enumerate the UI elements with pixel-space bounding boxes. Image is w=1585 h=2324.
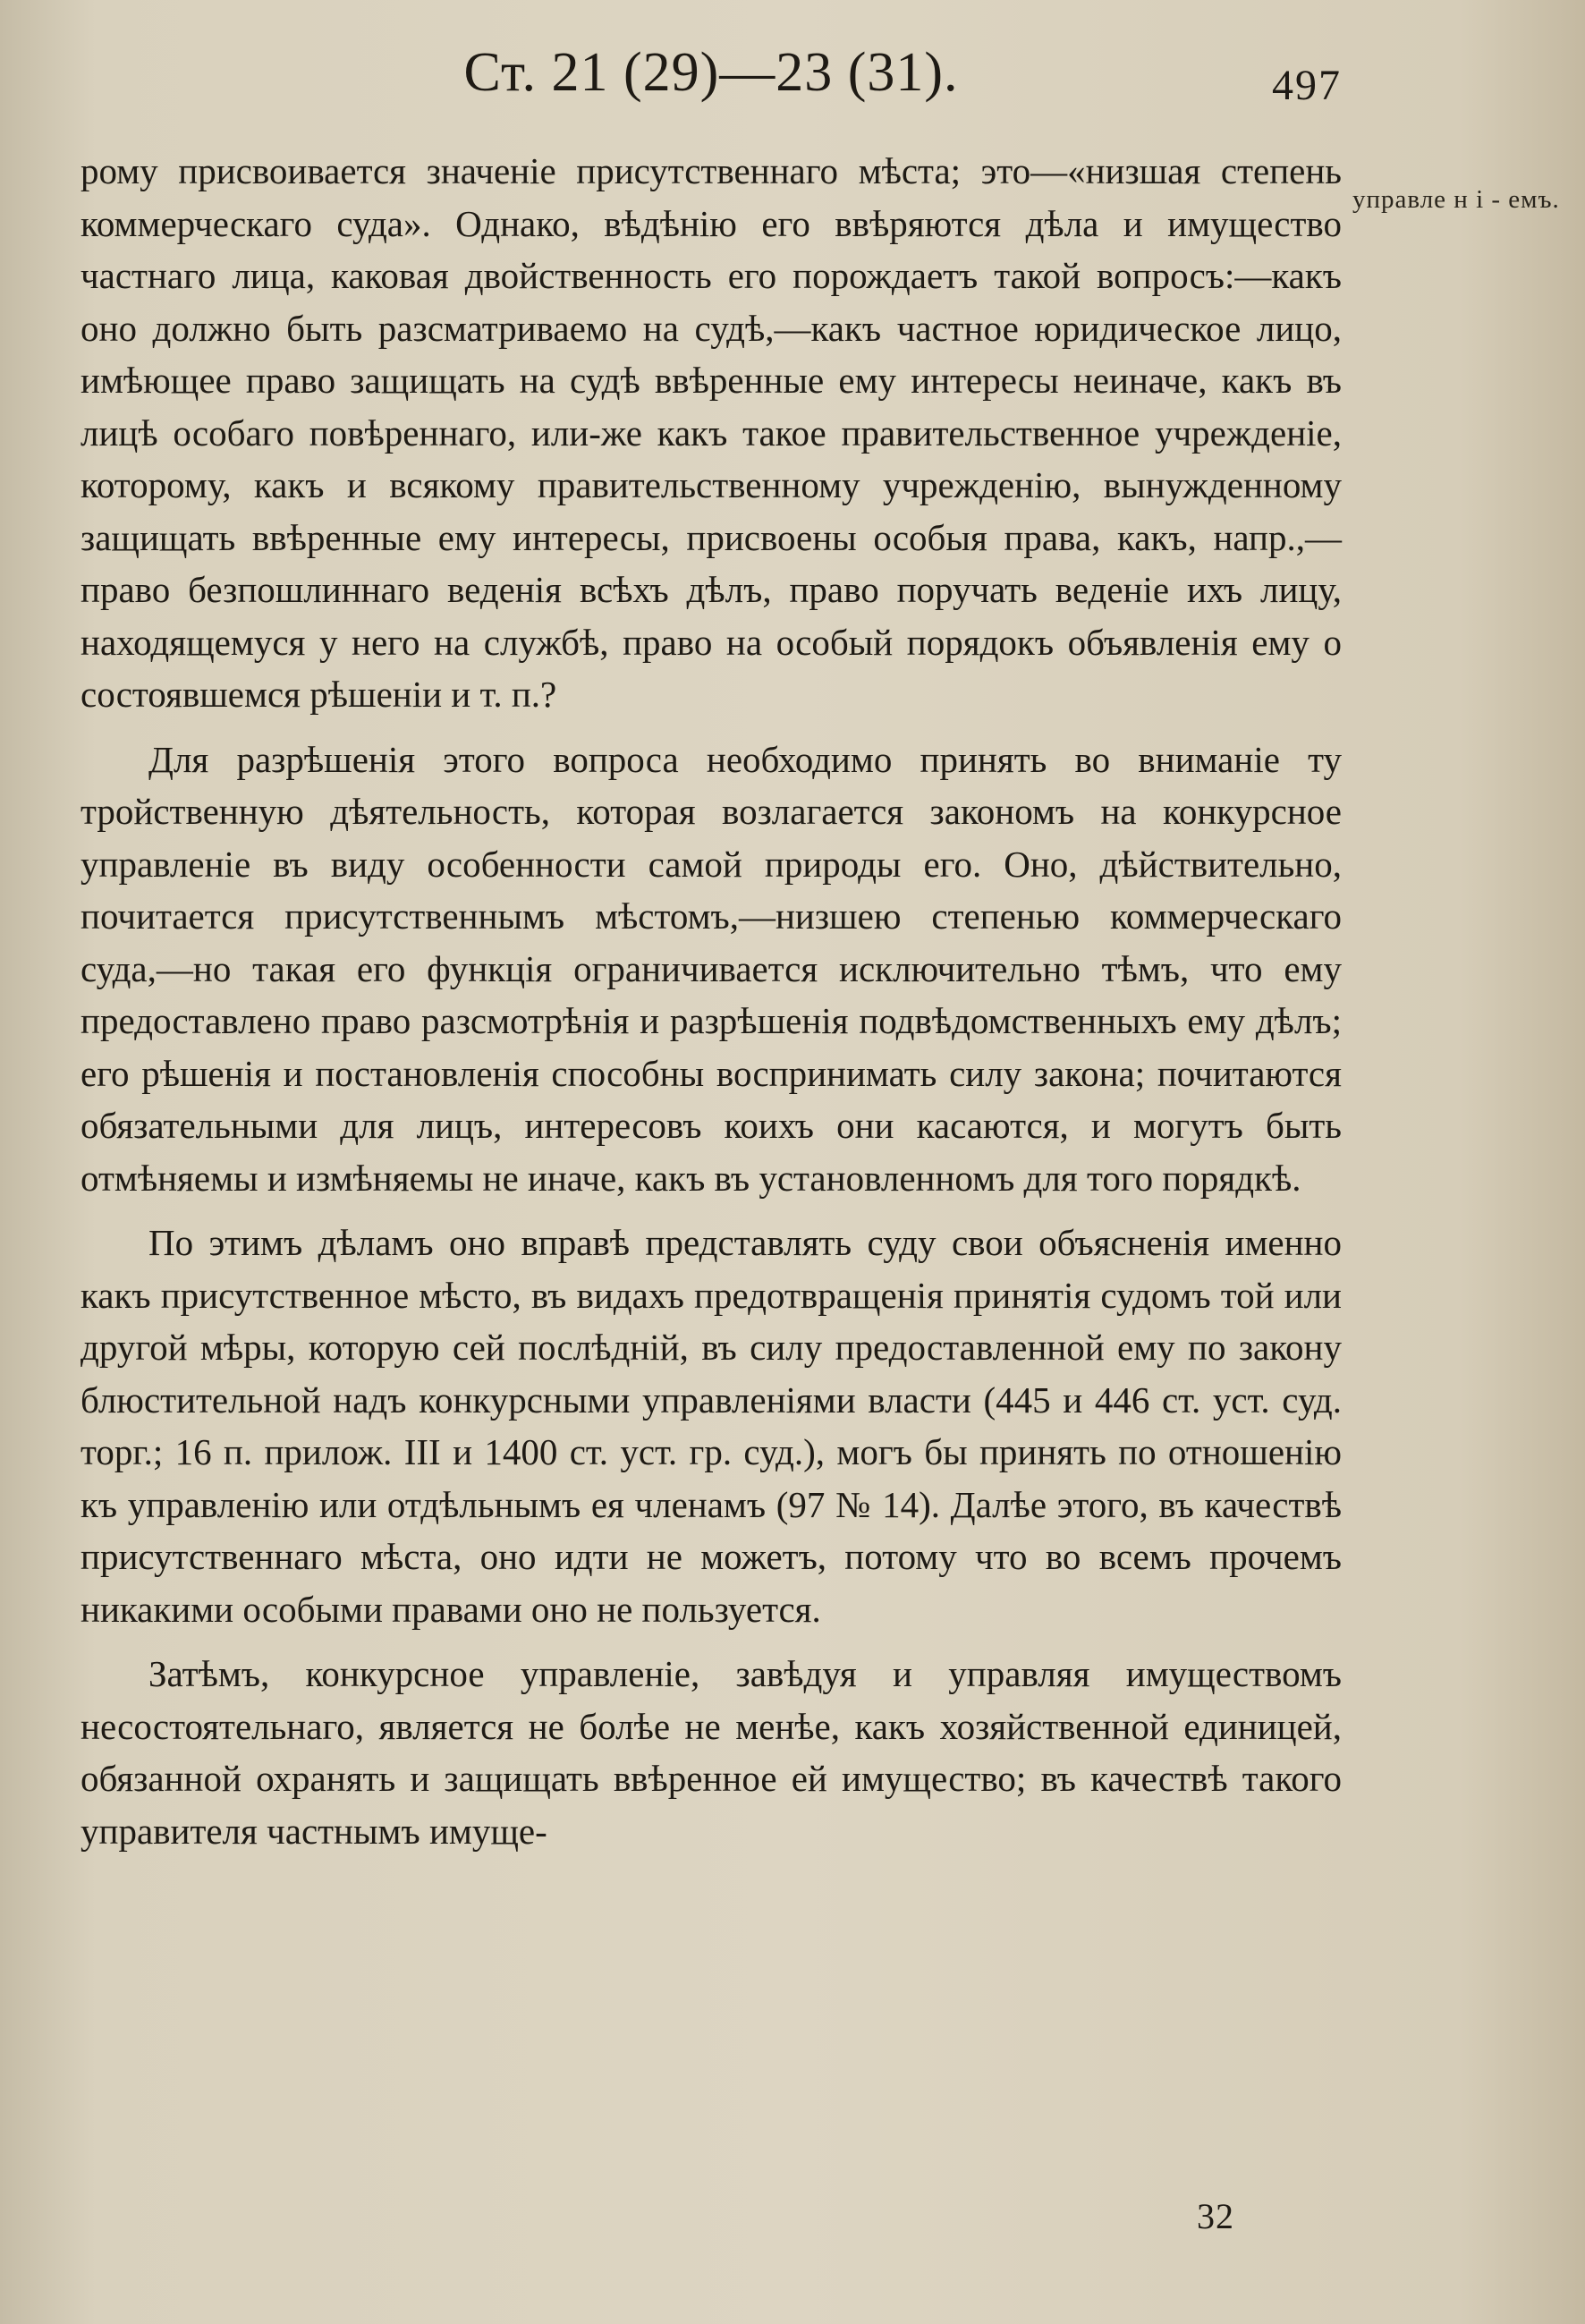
running-title: Ст. 21 (29)—23 (31).: [463, 42, 959, 103]
page-header: [81, 41, 1342, 113]
paragraph-4: Затѣмъ, конкурсное управленіе, завѣдуя и управляя имуществомъ несостоятельнаго, является не болѣе не менѣе, какъ хозяйственной единицей, обязанной охранять и защищать ввѣренное ей имущество; въ качествѣ такого управителя частнымъ имуще-: [81, 1653, 1342, 1852]
page-number: 497: [1272, 62, 1342, 109]
margin-note: управле н і - емъ.: [1352, 185, 1560, 214]
paragraph-3: По этимъ дѣламъ оно вправѣ представлять суду свои объясненія именно какъ присутственное мѣсто, въ видахъ предотвращенія принятія судомъ той или другой мѣры, которую сей послѣдній, въ силу предоставленной ему по закону блюстительной надъ конкурсными управленіями власти (445 и 446 ст. уст. суд. торг.; 16 п. прилож. III и 1400 ст. уст. гр. суд.), могъ бы принять по отношенію къ управленію или отдѣльнымъ ея членамъ (97 № 14). Далѣе этого, въ качествѣ присутственнаго мѣста, оно идти не можетъ, потому что во всемъ прочемъ никакими особыми правами оно не пользуется.: [81, 1222, 1342, 1630]
paragraph-2: Для разрѣшенія этого вопроса необходимо принять во вниманіе ту тройственную дѣятельность, которая возлагается закономъ на конкурсное управленіе въ виду особенности самой природы его. Оно, дѣйствительно, почитается присутственнымъ мѣстомъ,—низшею степенью коммерческаго суда,—но такая его функція ограничивается исключительно тѣмъ, что ему предоставлено право разсмотрѣнія и разрѣшенія подвѣдомственныхъ ему дѣлъ; его рѣшенія и постановленія способны воспринимать силу закона; почитаются обязательными для лицъ, интересовъ коихъ они касаются, и могутъ быть отмѣняемы и измѣняемы не иначе, какъ въ установленномъ для того порядкѣ.: [81, 738, 1342, 1199]
body-text: [81, 145, 1342, 1870]
signature-mark: 32: [1197, 2196, 1234, 2236]
paragraph-1: рому присвоивается значеніе присутственнаго мѣста; это—«низшая степень коммерческаго суда». Однако, вѣдѣнію его ввѣряются дѣла и имущество частнаго лица, каковая двойственность его порождаетъ такой вопросъ:—какъ оно должно быть разсматриваемо на судѣ,—какъ частное юридическое лицо, имѣющее право защищать на судѣ ввѣренные ему интересы неиначе, какъ въ лицѣ особаго повѣреннаго, или-же какъ такое правительственное учрежденіе, которому, какъ и всякому правительственному учрежденію, вынужденному защищать ввѣренные ему интересы, присвоены особыя права, какъ, напр.,—право безпошлиннаго веденія всѣхъ дѣлъ, право поручать веденіе ихъ лицу, находящемуся у него на службѣ, право на особый порядокъ объявленія ему о состоявшемся рѣшеніи и т. п.?: [81, 150, 1342, 715]
